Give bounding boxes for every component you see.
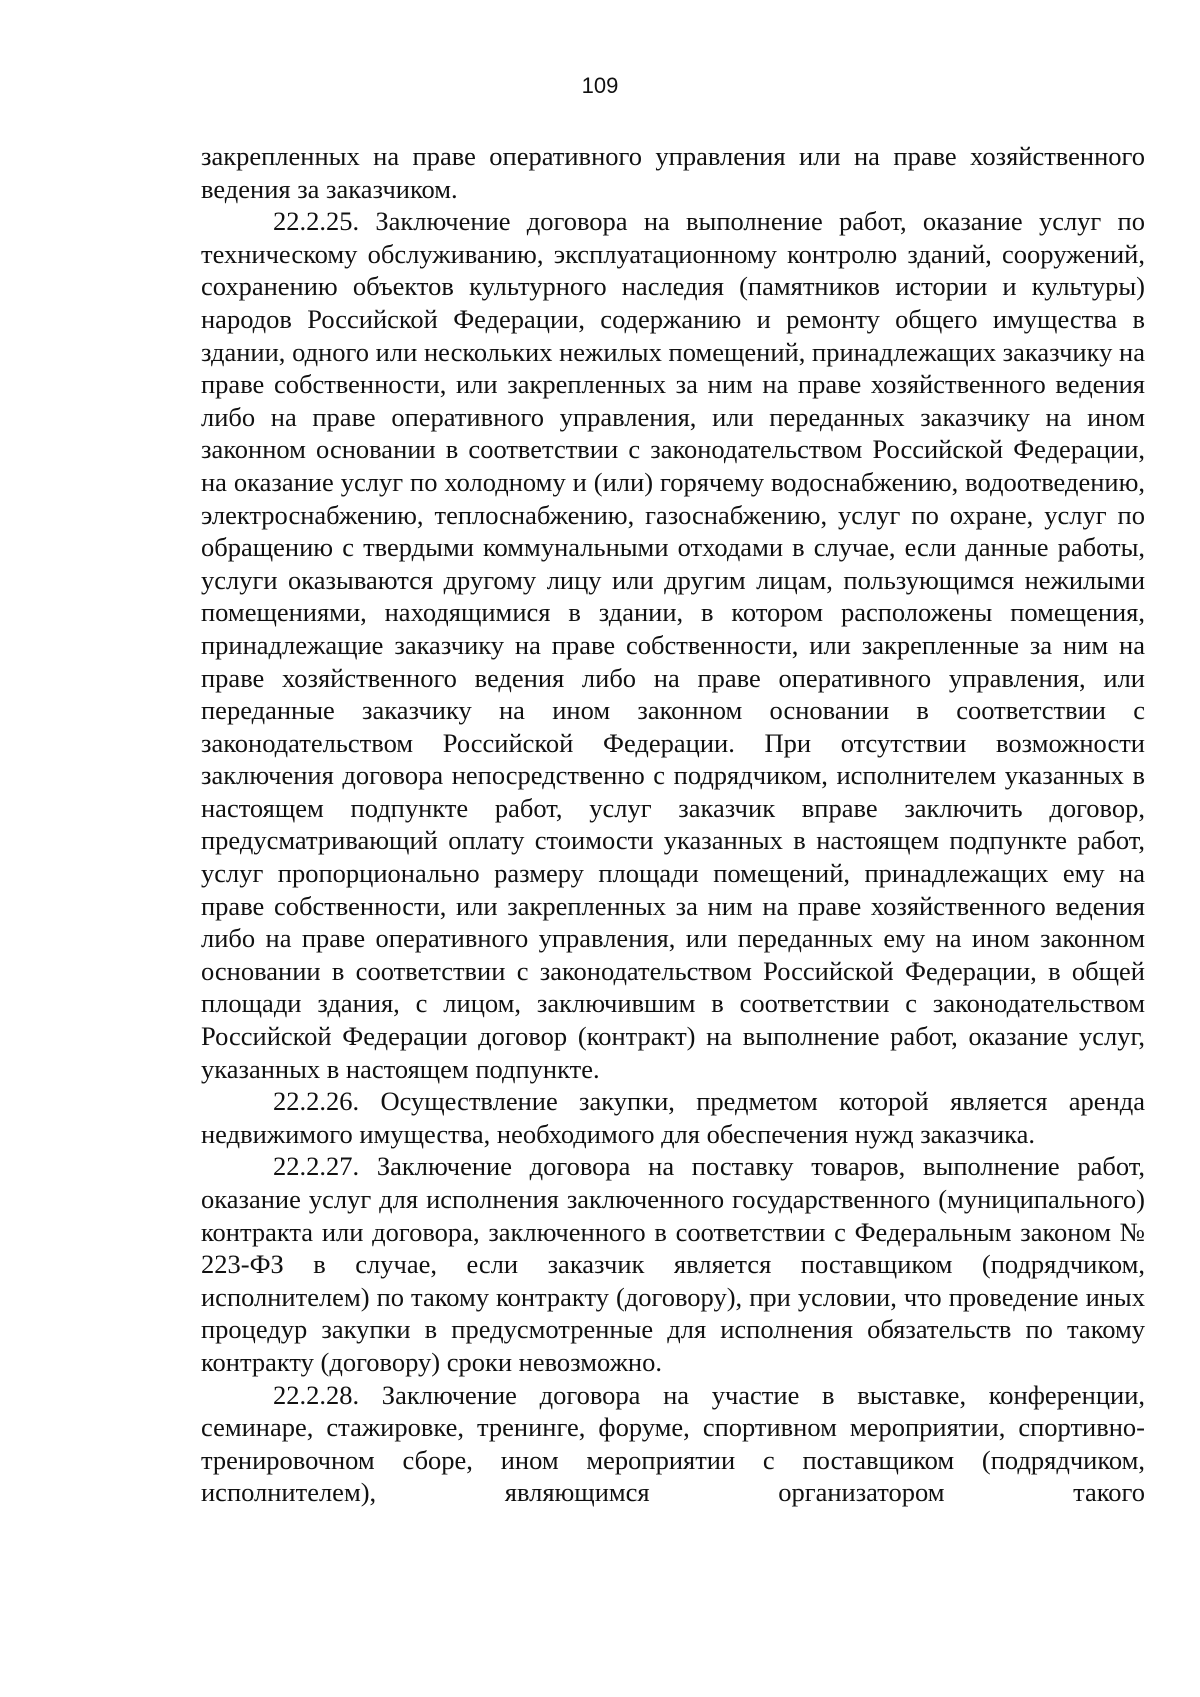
paragraph-22-2-28: 22.2.28. Заключение договора на участие в выставке, конференции, семинаре, стажировке, тренинге, форуме, спортивном мероприятии, спортивно-тренировочном сборе, ином мероприятии с поставщиком (подрядчиком, исполнителем), являющимся организатором такого bbox=[201, 1379, 1145, 1508]
paragraph-22-2-25: 22.2.25. Заключение договора на выполнение работ, оказание услуг по техническому обслуживанию, эксплуатационному контролю зданий, сооружений, сохранению объектов культурного наследия (памятников истории и культуры) народов Российской Федерации, содержанию и ремонту общего имущества в здании, одного или нескольких нежилых помещений, принадлежащих заказчику на праве собственности, или закрепленных за ним на праве хозяйственного ведения либо на праве оперативного управления, или переданных заказчику на ином законном основании в соответствии с законодательством Российской Федерации, на оказание услуг по холодному и (или) горячему водоснабжению, водоотведению, электроснабжению, теплоснабжению, газоснабжению, услуг по охране, услуг по обращению с твердыми коммунальными отходами в случае, если данные работы, услуги оказываются другому лицу или другим лицам, пользующимся нежилыми помещениями, находящимися в здании, в котором расположены помещения, принадлежащие заказчику на праве собственности, или закрепленные за ним на праве хозяйственного ведения либо на праве оперативного управления, или переданные заказчику на ином законном основании в соответствии с законодательством Российской Федерации. При отсутствии возможности заключения договора непосредственно с подрядчиком, исполнителем указанных в настоящем подпункте работ, услуг заказчик вправе заключить договор, предусматривающий оплату стоимости указанных в настоящем подпункте работ, услуг пропорционально размеру площади помещений, принадлежащих ему на праве собственности, или закрепленных за ним на праве хозяйственного ведения либо на праве оперативного управления, или переданных ему на ином законном основании в соответствии с законодательством Российской Федерации, в общей площади здания, с лицом, заключившим в соответствии с законодательством Российской Федерации договор (контракт) на выполнение работ, оказание услуг, указанных в настоящем подпункте. bbox=[201, 206, 1145, 1084]
paragraph-22-2-27: 22.2.27. Заключение договора на поставку товаров, выполнение работ, оказание услуг для исполнения заключенного государственного (муниципального) контракта или договора, заключенного в соответствии с Федеральным законом № 223-ФЗ в случае, если заказчик является поставщиком (подрядчиком, исполнителем) по такому контракту (договору), при условии, что проведение иных процедур закупки в предусмотренные для исполнения обязательств по такому контракту (договору) сроки невозможно. bbox=[201, 1151, 1145, 1377]
document-body bbox=[201, 140, 1145, 1509]
paragraph-22-2-26: 22.2.26. Осуществление закупки, предметом которой является аренда недвижимого имущества, необходимого для обеспечения нужд заказчика. bbox=[201, 1086, 1145, 1149]
page-number: 109 bbox=[581, 73, 619, 98]
paragraph-continuation: закрепленных на праве оперативного управления или на праве хозяйственного ведения за заказчиком. bbox=[201, 141, 1145, 204]
